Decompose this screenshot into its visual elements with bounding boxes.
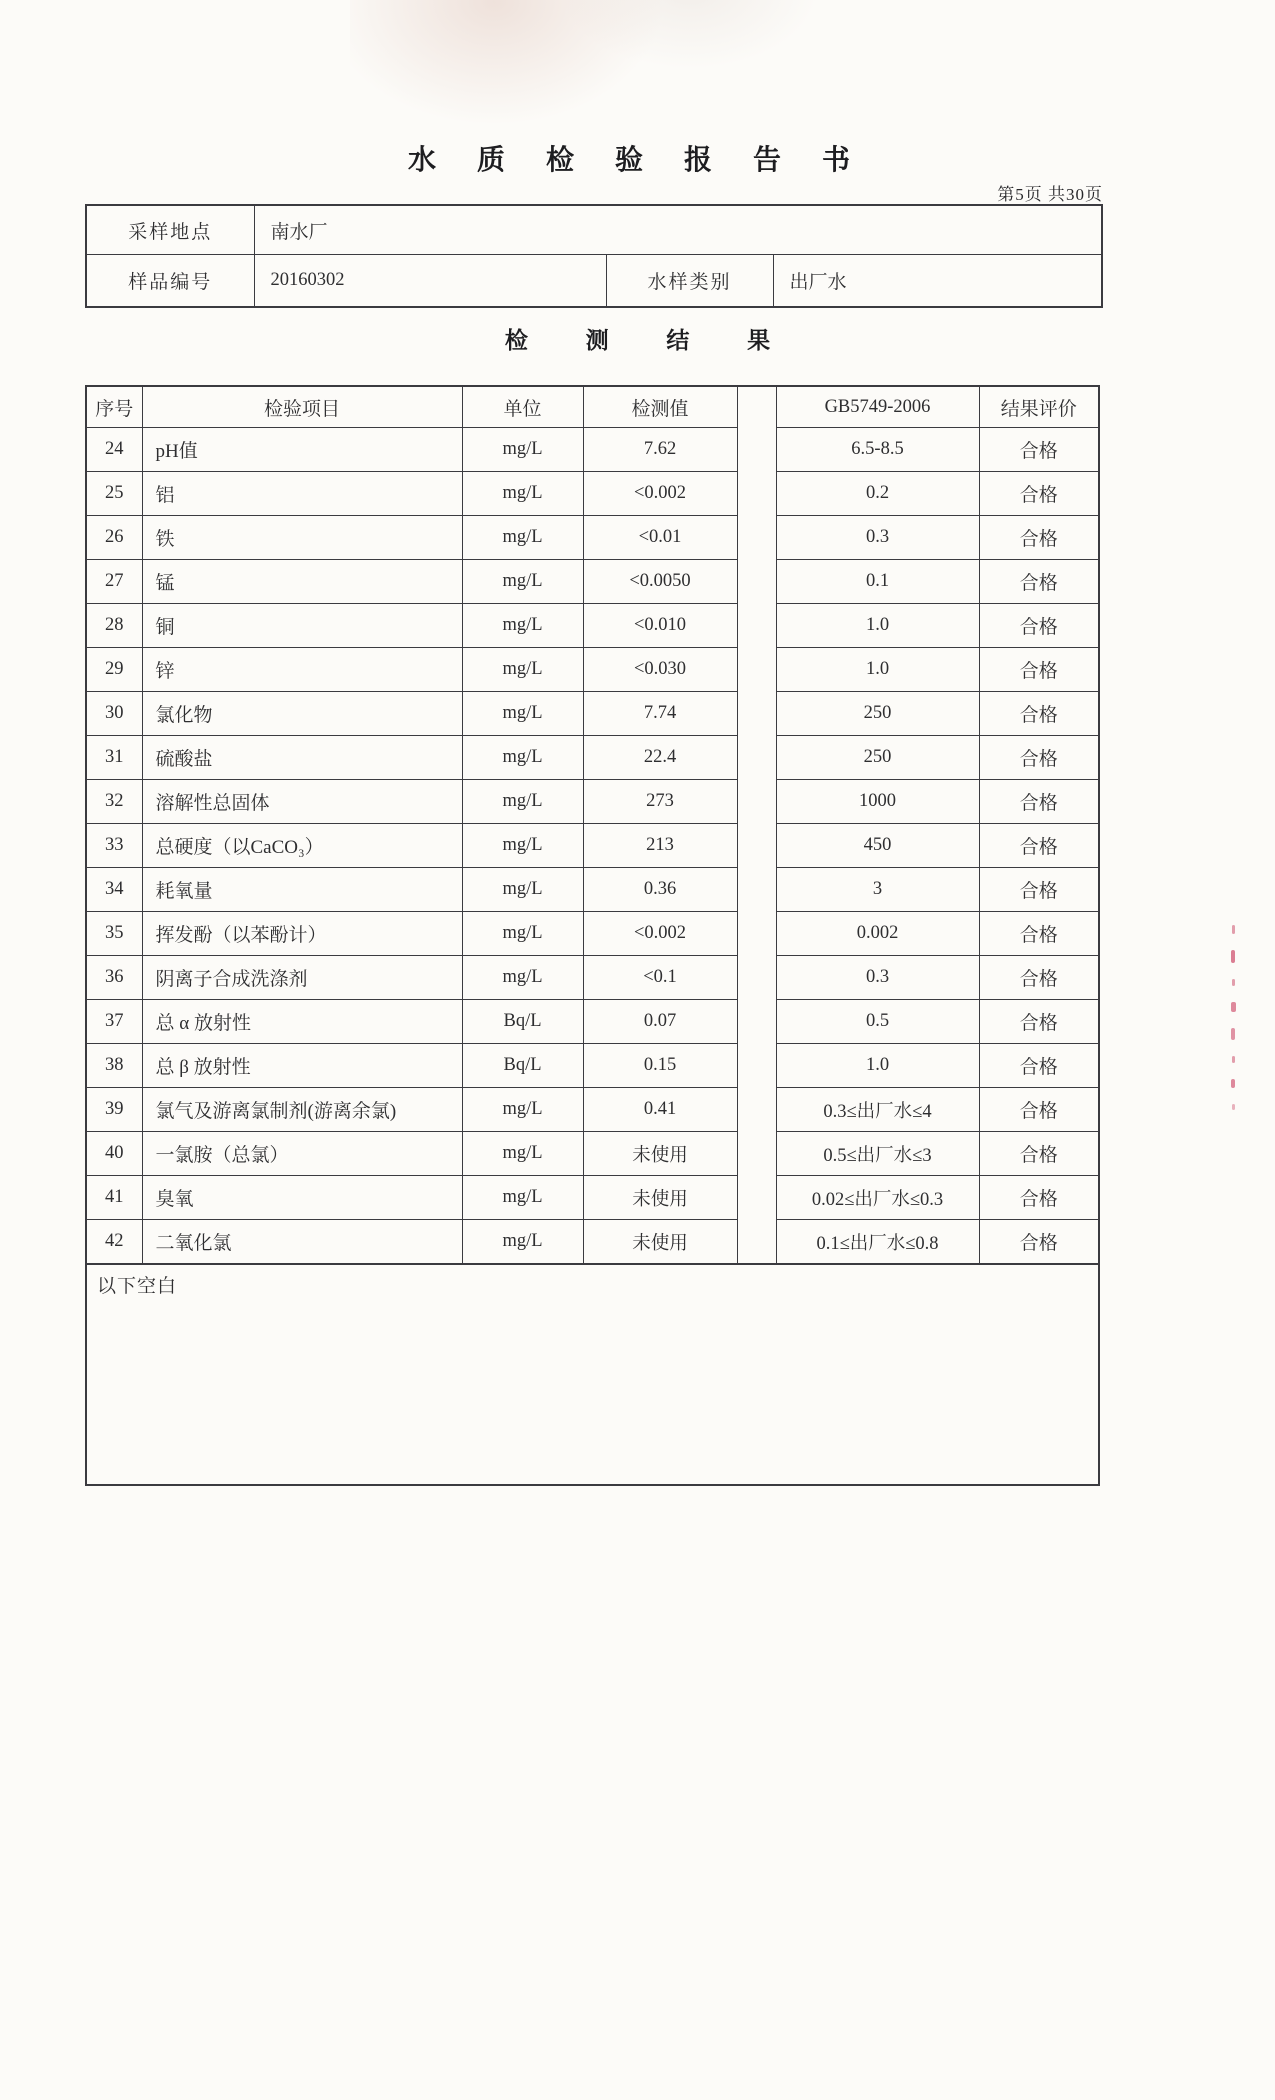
sample-location-row [86, 205, 1102, 255]
cell-item: 臭氧 [142, 1176, 462, 1220]
cell-value: 未使用 [583, 1176, 737, 1220]
gap-column [737, 1132, 776, 1176]
gap-column [737, 604, 776, 648]
cell-value: <0.002 [583, 912, 737, 956]
cell-unit: mg/L [462, 692, 583, 736]
gap-column [737, 692, 776, 736]
cell-unit: mg/L [462, 604, 583, 648]
col-header-item: 检验项目 [142, 386, 462, 428]
cell-item: 耗氧量 [142, 868, 462, 912]
cell-item: 总硬度（以CaCO₃） [142, 824, 462, 868]
sample-info-table [85, 204, 1103, 308]
stamp-bleed-mark [1232, 1104, 1235, 1110]
cell-value: 未使用 [583, 1132, 737, 1176]
gap-column [737, 560, 776, 604]
cell-unit: Bq/L [462, 1000, 583, 1044]
cell-standard: 0.02≤出厂水≤0.3 [776, 1176, 979, 1220]
gap-column [737, 736, 776, 780]
cell-value: <0.01 [583, 516, 737, 560]
cell-item: 锌 [142, 648, 462, 692]
cell-result: 合格 [979, 824, 1099, 868]
cell-item: 挥发酚（以苯酚计） [142, 912, 462, 956]
cell-no: 38 [86, 1044, 142, 1088]
cell-standard: 1.0 [776, 604, 979, 648]
cell-result: 合格 [979, 912, 1099, 956]
water-type-label: 水样类别 [606, 255, 773, 308]
document-title: 水 质 检 验 报 告 书 [407, 145, 867, 176]
cell-result: 合格 [979, 692, 1099, 736]
cell-value: <0.1 [583, 956, 737, 1000]
table-row [86, 428, 1099, 472]
table-row [86, 648, 1099, 692]
cell-item: pH值 [142, 428, 462, 472]
cell-no: 42 [86, 1220, 142, 1265]
cell-standard: 0.002 [776, 912, 979, 956]
table-row [86, 1176, 1099, 1220]
table-row [86, 692, 1099, 736]
cell-item: 铜 [142, 604, 462, 648]
sample-number-value: 20160302 [254, 255, 606, 308]
gap-column [737, 912, 776, 956]
page-number-note: 第5页 共30页 [997, 185, 1103, 204]
cell-result: 合格 [979, 1220, 1099, 1265]
cell-unit: mg/L [462, 780, 583, 824]
sample-number-row [86, 255, 1102, 308]
cell-unit: mg/L [462, 428, 583, 472]
cell-standard: 0.3 [776, 516, 979, 560]
gap-column [737, 956, 776, 1000]
blank-row [86, 1264, 1099, 1485]
cell-value: 7.74 [583, 692, 737, 736]
gap-column [737, 516, 776, 560]
cell-unit: mg/L [462, 1132, 583, 1176]
cell-item: 总 α 放射性 [142, 1000, 462, 1044]
cell-unit: mg/L [462, 912, 583, 956]
col-header-value: 检测值 [583, 386, 737, 428]
cell-standard: 0.1 [776, 560, 979, 604]
sample-number-label: 样品编号 [86, 255, 254, 308]
cell-no: 34 [86, 868, 142, 912]
table-row [86, 472, 1099, 516]
stamp-bleed-mark [1231, 950, 1235, 963]
gap-column [737, 1220, 776, 1265]
col-header-standard: GB5749-2006 [776, 386, 979, 428]
cell-value: 未使用 [583, 1220, 737, 1265]
col-header-unit: 单位 [462, 386, 583, 428]
cell-no: 30 [86, 692, 142, 736]
gap-column [737, 1088, 776, 1132]
cell-standard: 1.0 [776, 1044, 979, 1088]
results-table-body [86, 428, 1099, 1265]
gap-column [737, 1044, 776, 1088]
cell-standard: 3 [776, 868, 979, 912]
table-row [86, 1000, 1099, 1044]
cell-item: 铝 [142, 472, 462, 516]
cell-no: 39 [86, 1088, 142, 1132]
stamp-bleed-mark [1231, 1079, 1235, 1088]
table-row [86, 956, 1099, 1000]
cell-result: 合格 [979, 1044, 1099, 1088]
cell-item: 二氧化氯 [142, 1220, 462, 1265]
cell-value: 22.4 [583, 736, 737, 780]
cell-standard: 250 [776, 692, 979, 736]
cell-unit: mg/L [462, 472, 583, 516]
table-row [86, 736, 1099, 780]
cell-result: 合格 [979, 516, 1099, 560]
cell-standard: 250 [776, 736, 979, 780]
cell-no: 33 [86, 824, 142, 868]
table-row [86, 516, 1099, 560]
table-row [86, 560, 1099, 604]
cell-unit: mg/L [462, 736, 583, 780]
cell-result: 合格 [979, 560, 1099, 604]
cell-item: 一氯胺（总氯） [142, 1132, 462, 1176]
results-table [85, 385, 1100, 1486]
table-row [86, 1132, 1099, 1176]
col-header-result: 结果评价 [979, 386, 1099, 428]
table-row [86, 1088, 1099, 1132]
cell-value: 0.41 [583, 1088, 737, 1132]
cell-standard: 0.3≤出厂水≤4 [776, 1088, 979, 1132]
cell-item: 锰 [142, 560, 462, 604]
cell-result: 合格 [979, 1088, 1099, 1132]
table-row [86, 868, 1099, 912]
red-stamp-bleedthrough [1226, 925, 1240, 1110]
cell-item: 氯化物 [142, 692, 462, 736]
results-table-footer [86, 1264, 1099, 1485]
cell-unit: mg/L [462, 956, 583, 1000]
cell-standard: 450 [776, 824, 979, 868]
cell-no: 29 [86, 648, 142, 692]
cell-item: 溶解性总固体 [142, 780, 462, 824]
cell-unit: mg/L [462, 560, 583, 604]
cell-no: 35 [86, 912, 142, 956]
cell-result: 合格 [979, 736, 1099, 780]
cell-value: <0.010 [583, 604, 737, 648]
cell-result: 合格 [979, 604, 1099, 648]
cell-no: 37 [86, 1000, 142, 1044]
gap-column [737, 1000, 776, 1044]
cell-no: 36 [86, 956, 142, 1000]
cell-standard: 6.5-8.5 [776, 428, 979, 472]
cell-item: 氯气及游离氯制剂(游离余氯) [142, 1088, 462, 1132]
cell-standard: 0.1≤出厂水≤0.8 [776, 1220, 979, 1265]
cell-unit: Bq/L [462, 1044, 583, 1088]
table-row [86, 780, 1099, 824]
cell-no: 31 [86, 736, 142, 780]
table-row [86, 824, 1099, 868]
gap-column [737, 648, 776, 692]
gap-column [737, 780, 776, 824]
scan-smudge-artifact [560, 0, 820, 70]
cell-result: 合格 [979, 780, 1099, 824]
cell-result: 合格 [979, 868, 1099, 912]
cell-unit: mg/L [462, 868, 583, 912]
gap-column [737, 472, 776, 516]
cell-no: 28 [86, 604, 142, 648]
cell-unit: mg/L [462, 1220, 583, 1265]
cell-value: 213 [583, 824, 737, 868]
table-row [86, 912, 1099, 956]
gap-column [737, 386, 776, 428]
cell-item: 总 β 放射性 [142, 1044, 462, 1088]
cell-value: 0.36 [583, 868, 737, 912]
cell-result: 合格 [979, 1176, 1099, 1220]
cell-standard: 0.3 [776, 956, 979, 1000]
gap-column [737, 1176, 776, 1220]
cell-standard: 1.0 [776, 648, 979, 692]
cell-no: 41 [86, 1176, 142, 1220]
cell-value: 0.07 [583, 1000, 737, 1044]
cell-result: 合格 [979, 1000, 1099, 1044]
cell-unit: mg/L [462, 1088, 583, 1132]
stamp-bleed-mark [1232, 925, 1235, 934]
cell-no: 24 [86, 428, 142, 472]
cell-value: 273 [583, 780, 737, 824]
col-header-no: 序号 [86, 386, 142, 428]
cell-no: 32 [86, 780, 142, 824]
cell-standard: 1000 [776, 780, 979, 824]
cell-result: 合格 [979, 956, 1099, 1000]
cell-item: 铁 [142, 516, 462, 560]
cell-value: 7.62 [583, 428, 737, 472]
cell-item: 硫酸盐 [142, 736, 462, 780]
gap-column [737, 428, 776, 472]
cell-standard: 0.2 [776, 472, 979, 516]
cell-standard: 0.5 [776, 1000, 979, 1044]
results-table-header [86, 386, 1099, 428]
stamp-bleed-mark [1231, 1028, 1235, 1040]
cell-no: 26 [86, 516, 142, 560]
cell-value: <0.0050 [583, 560, 737, 604]
cell-result: 合格 [979, 428, 1099, 472]
cell-item: 阴离子合成洗涤剂 [142, 956, 462, 1000]
cell-value: <0.002 [583, 472, 737, 516]
stamp-bleed-mark [1231, 1002, 1236, 1012]
cell-result: 合格 [979, 1132, 1099, 1176]
cell-unit: mg/L [462, 516, 583, 560]
cell-result: 合格 [979, 472, 1099, 516]
cell-standard: 0.5≤出厂水≤3 [776, 1132, 979, 1176]
cell-unit: mg/L [462, 648, 583, 692]
cell-no: 27 [86, 560, 142, 604]
results-section-title: 检 测 结 果 [504, 328, 797, 353]
gap-column [737, 868, 776, 912]
below-blank-note: 以下空白 [86, 1264, 1099, 1485]
gap-column [737, 824, 776, 868]
table-row [86, 1044, 1099, 1088]
cell-value: 0.15 [583, 1044, 737, 1088]
water-type-value: 出厂水 [773, 255, 1102, 308]
table-row [86, 1220, 1099, 1265]
cell-value: <0.030 [583, 648, 737, 692]
sample-location-label: 采样地点 [86, 205, 254, 255]
cell-no: 40 [86, 1132, 142, 1176]
cell-unit: mg/L [462, 1176, 583, 1220]
stamp-bleed-mark [1232, 1056, 1235, 1063]
cell-result: 合格 [979, 648, 1099, 692]
cell-no: 25 [86, 472, 142, 516]
table-row [86, 604, 1099, 648]
stamp-bleed-mark [1232, 979, 1235, 986]
cell-unit: mg/L [462, 824, 583, 868]
sample-location-value: 南水厂 [254, 205, 1102, 255]
